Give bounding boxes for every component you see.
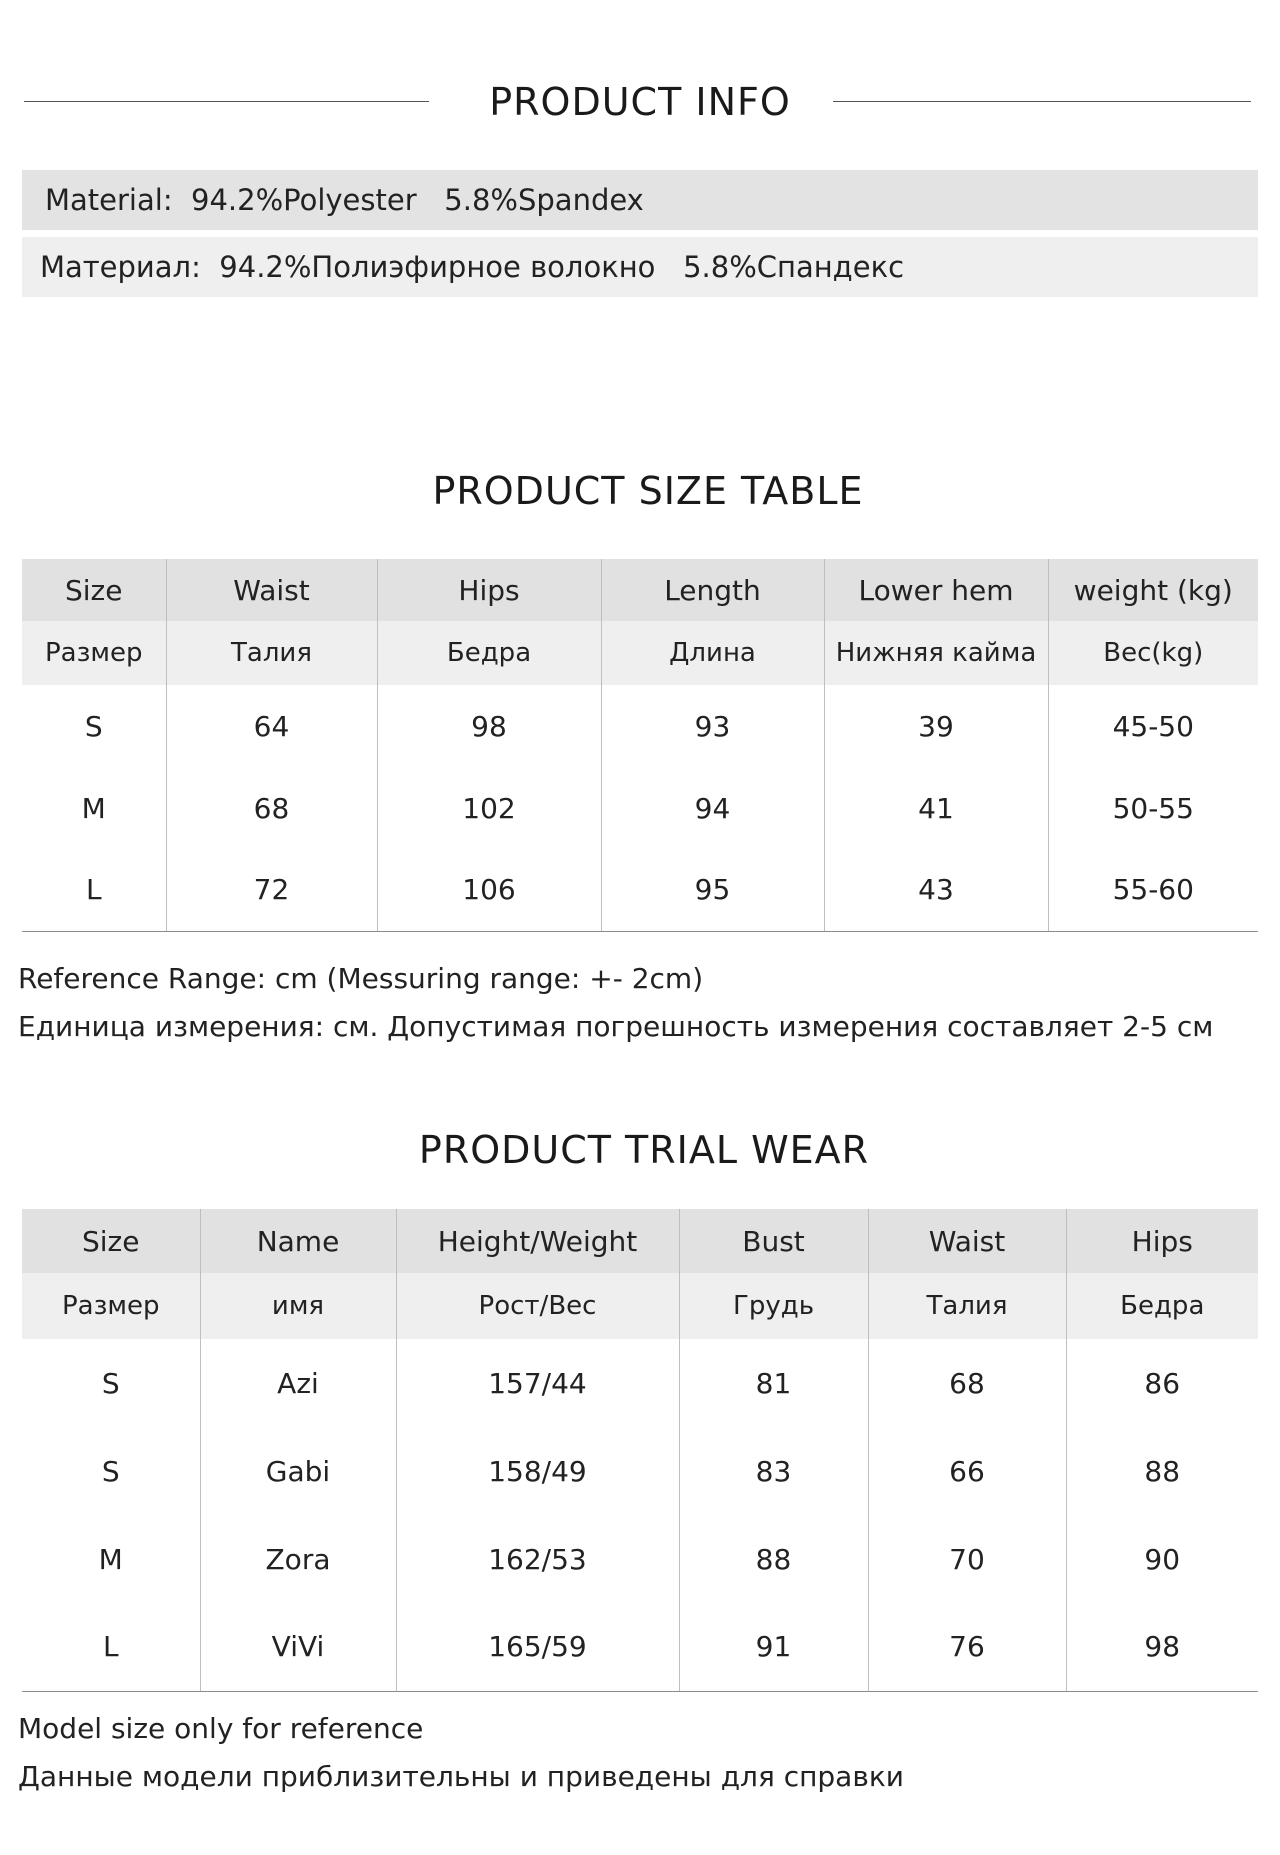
table-cell: M [98,1542,123,1576]
table-cell: 39 [824,685,1048,767]
table-cell: 91 [679,1603,868,1691]
table-cell: 70 [868,1515,1066,1603]
table-row [22,1515,1258,1603]
size-table-note-en: Reference Range: cm (Messuring range: +- 2cm) [18,962,704,995]
table-cell: 93 [601,685,824,767]
table-cell: L [22,849,166,931]
table-cell: 50-55 [1048,767,1258,849]
table-cell: M [81,791,106,825]
table-cell: 95 [601,849,824,931]
table-cell: 165/59 [396,1603,679,1691]
table-row [22,849,1258,931]
table-cell: 90 [1066,1515,1258,1603]
header-cell: Бедра [1066,1273,1258,1339]
size-table [22,559,1258,932]
header-cell: Size [22,559,166,621]
table-cell: 81 [679,1339,868,1427]
table-cell: 66 [868,1427,1066,1515]
size-table-header-en [22,559,1258,621]
header-cell: Hips [377,559,601,621]
header-cell: Длина [601,621,824,685]
header-cell: weight (kg) [1048,559,1258,621]
header-cell: Length [601,559,824,621]
table-cell: 76 [868,1603,1066,1691]
table-cell: S [101,1366,120,1400]
header-cell: Размер [22,621,166,685]
table-row [22,685,1258,767]
header-cell: имя [200,1273,396,1339]
header-cell: Waist [166,559,377,621]
table-row [22,1339,1258,1427]
table-cell: 98 [377,685,601,767]
trial-wear-title: PRODUCT TRIAL WEAR [418,1128,870,1172]
header-cell: Размер [22,1273,200,1339]
table-cell: ViVi [200,1603,396,1691]
header-cell: Грудь [679,1273,868,1339]
header-cell: Waist [868,1209,1066,1273]
table-cell: 88 [679,1515,868,1603]
trial-wear-header-en [22,1209,1258,1273]
header-cell: Бедра [377,621,601,685]
product-info-title: PRODUCT INFO [489,80,791,124]
material-row-ru [22,237,1258,297]
size-table-header-ru [22,621,1258,685]
table-cell: 157/44 [396,1339,679,1427]
material-text-ru: Материал: 94.2%Полиэфирное волокно 5.8%Спандекс [40,250,905,284]
header-cell: Height/Weight [396,1209,679,1273]
header-cell: Bust [679,1209,868,1273]
table-cell: 72 [166,849,377,931]
table-cell: 162/53 [396,1515,679,1603]
table-cell: S [101,1454,120,1488]
header-cell: Lower hem [824,559,1048,621]
table-cell: Gabi [200,1427,396,1515]
table-row [22,1427,1258,1515]
size-table-note-ru: Единица измерения: см. Допустимая погрешность измерения составляет 2-5 см [18,1010,1214,1043]
header-cell: Талия [166,621,377,685]
table-cell: 45-50 [1048,685,1258,767]
table-cell: Azi [200,1339,396,1427]
size-table-title: PRODUCT SIZE TABLE [432,469,864,513]
table-cell: 68 [868,1339,1066,1427]
table-cell: 55-60 [1048,849,1258,931]
header-cell: Нижняя кайма [824,621,1048,685]
header-cell: Name [200,1209,396,1273]
table-cell: 88 [1066,1427,1258,1515]
table-cell: 43 [824,849,1048,931]
table-cell: 83 [679,1427,868,1515]
table-cell: 102 [377,767,601,849]
table-cell: 86 [1066,1339,1258,1427]
table-cell: 98 [1066,1603,1258,1691]
material-text-en: Material: 94.2%Polyester 5.8%Spandex [45,183,644,217]
header-cell: Hips [1066,1209,1258,1273]
table-cell: L [22,1603,200,1691]
table-cell: 94 [601,767,824,849]
trial-wear-note-en: Model size only for reference [18,1712,424,1745]
table-cell: 68 [166,767,377,849]
table-cell: 64 [166,685,377,767]
table-cell: 41 [824,767,1048,849]
header-cell: Рост/Вес [396,1273,679,1339]
table-cell: Zora [200,1515,396,1603]
table-cell: 106 [377,849,601,931]
table-cell: 158/49 [396,1427,679,1515]
table-row [22,767,1258,849]
table-row [22,1603,1258,1691]
trial-wear-table [22,1209,1258,1692]
header-cell: Вес(kg) [1048,621,1258,685]
trial-wear-header-ru [22,1273,1258,1339]
material-row-en [22,170,1258,230]
header-cell: Size [22,1209,200,1273]
trial-wear-note-ru: Данные модели приблизительны и приведены для справки [18,1760,904,1793]
header-cell: Талия [868,1273,1066,1339]
table-cell: S [84,709,103,743]
